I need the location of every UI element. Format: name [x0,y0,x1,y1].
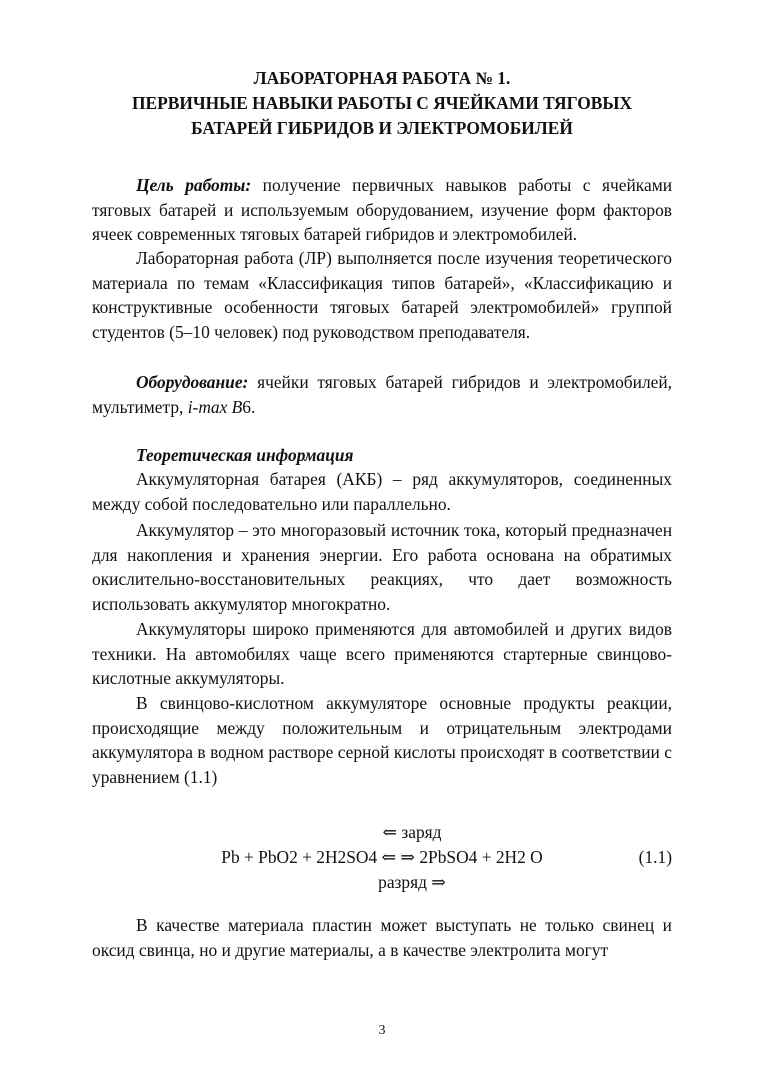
goal-label: Цель работы: [136,175,252,195]
formula-equation: Pb + PbO2 + 2H2SO4 ⇐ ⇒ 2PbSO4 + 2H2 O [221,847,543,867]
formula-number: (1.1) [638,847,672,867]
title-line-3: БАТАРЕЙ ГИБРИДОВ И ЭЛЕКТРОМОБИЛЕЙ [191,118,573,138]
title-line-2: ПЕРВИЧНЫЕ НАВЫКИ РАБОТЫ С ЯЧЕЙКАМИ ТЯГОВЫХ [131,93,633,113]
equipment-device: i-max B [187,396,243,417]
goal-text: получение первичных навыков работы с ячейками тяговых батарей и используемым оборудованием, изучение форм факторов ячеек современных тяговых батарей гибридов и электромобилей. [92,175,673,244]
page-title [92,66,672,141]
theory-paragraph-1: Аккумуляторная батарея (АКБ) – ряд аккумуляторов, соединенных между собой последовательно или параллельно. [92,469,672,514]
theory-paragraph-2: Аккумулятор – это многоразовый источник тока, который предназначен для накопления и хранения энергии. Его работа основана на обратимых окислительно-восстановительных реакциях, что дает возможность использовать аккумулятор многократно. [92,520,672,614]
title-line-1: ЛАБОРАТОРНАЯ РАБОТА № 1. [253,68,511,88]
theory-heading: Теоретическая информация [136,445,354,465]
formula-charge-label: ⇐ заряд [382,822,442,842]
page-number: 3 [378,1023,386,1038]
goal-paragraph [92,173,672,247]
equipment-paragraph [92,370,672,419]
theory-paragraph-3: Аккумуляторы широко применяются для автомобилей и других видов техники. На автомобилях чаще всего применяются стартерные свинцово-кислотные аккумуляторы. [92,619,672,688]
equipment-label: Оборудование: [136,372,249,392]
reaction-formula [92,820,672,895]
formula-discharge-label: разряд ⇒ [378,872,446,892]
theory-paragraph-4: В свинцово-кислотном аккумуляторе основные продукты реакции, происходящие между положительным и отрицательным электродами аккумулятора в водном растворе серной кислоты происходят в соответствии с уравнением (1.1) [92,693,672,787]
after-formula-paragraph: В качестве материала пластин может выступать не только свинец и оксид свинца, но и другие материалы, а в качестве электролита могут [92,915,672,960]
equipment-device-num: 6. [242,396,256,417]
equipment-text: ячейки тяговых батарей гибридов и электромобилей, мультиметр, [92,372,672,417]
intro-paragraph: Лабораторная работа (ЛР) выполняется после изучения теоретического материала по темам «Классификация типов батарей», «Классификацию и конструктивные особенности тяговых батарей электромобилей» группой студентов (5–10 человек) под руководством преподавателя. [92,248,672,342]
